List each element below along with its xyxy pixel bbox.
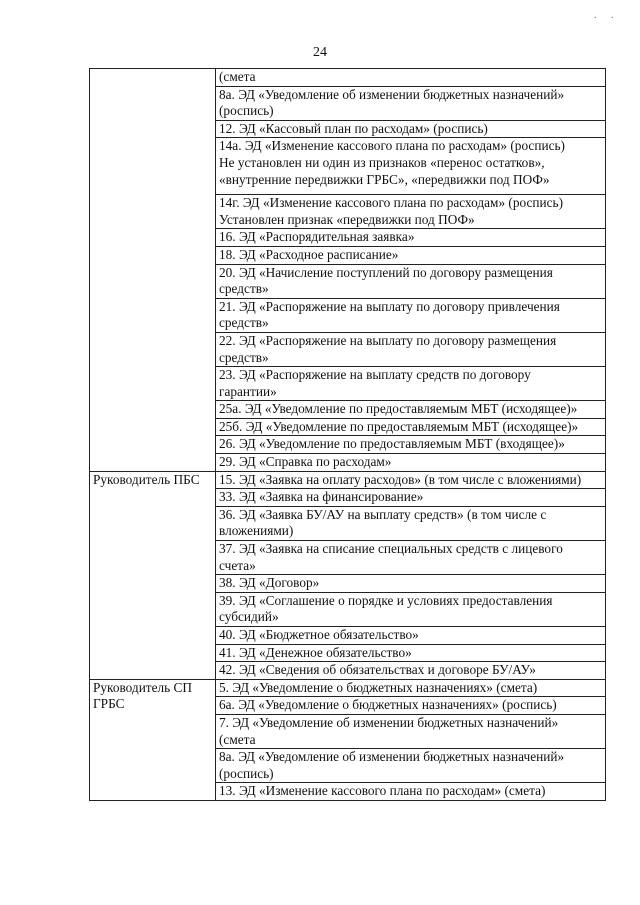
role-label: ГРБС [93, 696, 125, 712]
document-item-text: 21. ЭД «Распоряжение на выплату по договору привлечения [219, 298, 560, 314]
document-item-text: 29. ЭД «Справка по расходам» [219, 454, 392, 470]
document-item-text: субсидий» [219, 609, 279, 625]
role-cell [90, 679, 216, 800]
page-number: 24 [313, 45, 327, 60]
document-item-text: (роспись) [219, 765, 274, 781]
document-item-cell [216, 195, 606, 229]
document-item-cell [216, 783, 606, 801]
document-item-text: 25а. ЭД «Уведомление по предоставляемым МБТ (исходящее)» [219, 401, 578, 417]
document-item-cell [216, 229, 606, 247]
document-item-cell [216, 418, 606, 436]
table-row [90, 471, 606, 489]
document-item-text: 41. ЭД «Денежное обязательство» [219, 644, 412, 660]
document-item-text: 14а. ЭД «Изменение кассового плана по расходам» (роспись) [219, 138, 565, 154]
document-item-cell [216, 506, 606, 540]
document-item-text: 6а. ЭД «Уведомление о бюджетных назначениях» (роспись) [219, 697, 557, 713]
document-item-text: 15. ЭД «Заявка на оплату расходов» (в том числе с вложениями) [219, 471, 582, 487]
document-item-text: 12. ЭД «Кассовый план по расходам» (роспись) [219, 120, 488, 136]
role-cell [90, 69, 216, 472]
document-item-cell [216, 454, 606, 472]
document-item-cell [216, 401, 606, 419]
document-item-cell [216, 471, 606, 489]
document-item-cell [216, 679, 606, 697]
document-item-text: средств» [219, 281, 269, 297]
document-item-cell [216, 489, 606, 507]
document-item-text: 5. ЭД «Уведомление о бюджетных назначениях» (смета) [219, 679, 538, 695]
document-item-text: 16. ЭД «Распорядительная заявка» [219, 229, 415, 245]
table-row [90, 69, 606, 87]
document-item-cell [216, 714, 606, 748]
document-item-text: 25б. ЭД «Уведомление по предоставляемым МБТ (исходящее)» [219, 418, 579, 434]
document-item-text: (смета [219, 731, 256, 747]
document-item-cell [216, 86, 606, 120]
document-item-text: 23. ЭД «Распоряжение на выплату средств по договору [219, 367, 531, 383]
document-item-cell [216, 246, 606, 264]
document-item-cell [216, 541, 606, 575]
document-item-cell [216, 367, 606, 401]
document-item-text: Не установлен ни один из признаков «перенос остатков», [219, 154, 545, 170]
document-item-cell [216, 662, 606, 680]
role-label: Руководитель СП [93, 679, 193, 695]
document-item-cell [216, 264, 606, 298]
document-item-text: 39. ЭД «Соглашение о порядке и условиях предоставления [219, 592, 553, 608]
document-item-cell [216, 697, 606, 715]
document-item-text: Установлен признак «передвижки под ПОФ» [219, 211, 475, 227]
role-cell [90, 471, 216, 679]
document-item-text: (смета [219, 69, 256, 84]
document-table-body [90, 69, 606, 801]
document-item-text: 7. ЭД «Уведомление об изменении бюджетных назначений» [219, 714, 559, 730]
document-item-text: 8а. ЭД «Уведомление об изменении бюджетных назначений» [219, 86, 565, 102]
document-item-cell [216, 644, 606, 662]
document-table [89, 68, 606, 801]
document-item-text: 26. ЭД «Уведомление по предоставляемым МБТ (входящее)» [219, 436, 565, 452]
role-label: Руководитель ПБС [93, 471, 200, 487]
document-item-cell [216, 575, 606, 593]
document-item-cell [216, 298, 606, 332]
document-item-cell [216, 749, 606, 783]
page-corner-mark: . . [594, 10, 620, 21]
document-item-text: 33. ЭД «Заявка на финансирование» [219, 489, 424, 505]
document-item-text: (роспись) [219, 103, 274, 119]
table-row [90, 679, 606, 697]
document-item-cell [216, 436, 606, 454]
document-item-cell [216, 627, 606, 645]
document-item-cell [216, 332, 606, 366]
document-item-text: 37. ЭД «Заявка на списание специальных средств с лицевого [219, 541, 563, 557]
document-item-cell [216, 138, 606, 195]
document-item-text: 13. ЭД «Изменение кассового плана по расходам» (смета) [219, 783, 546, 799]
document-item-cell [216, 69, 606, 87]
document-item-text: 8а. ЭД «Уведомление об изменении бюджетных назначений» [219, 749, 565, 765]
document-item-text: средств» [219, 349, 269, 365]
document-item-text: 38. ЭД «Договор» [219, 575, 320, 591]
document-item-cell [216, 592, 606, 626]
document-item-text: вложениями) [219, 523, 294, 539]
document-item-text: 22. ЭД «Распоряжение на выплату по договору размещения [219, 332, 557, 348]
document-item-text: 42. ЭД «Сведения об обязательствах и договоре БУ/АУ» [219, 662, 536, 678]
document-item-text: 14г. ЭД «Изменение кассового плана по расходам» (роспись) [219, 195, 564, 211]
document-item-text: 36. ЭД «Заявка БУ/АУ на выплату средств» (в том числе с [219, 506, 547, 522]
document-item-text: 18. ЭД «Расходное расписание» [219, 246, 399, 262]
document-item-text: гарантии» [219, 383, 277, 399]
document-item-text: счета» [219, 557, 256, 573]
document-item-text: «внутренние передвижки ГРБС», «передвижки под ПОФ» [219, 171, 550, 187]
document-item-text: средств» [219, 315, 269, 331]
document-item-text: 20. ЭД «Начисление поступлений по договору размещения [219, 264, 553, 280]
document-item-text: 40. ЭД «Бюджетное обязательство» [219, 627, 419, 642]
document-item-cell [216, 120, 606, 138]
